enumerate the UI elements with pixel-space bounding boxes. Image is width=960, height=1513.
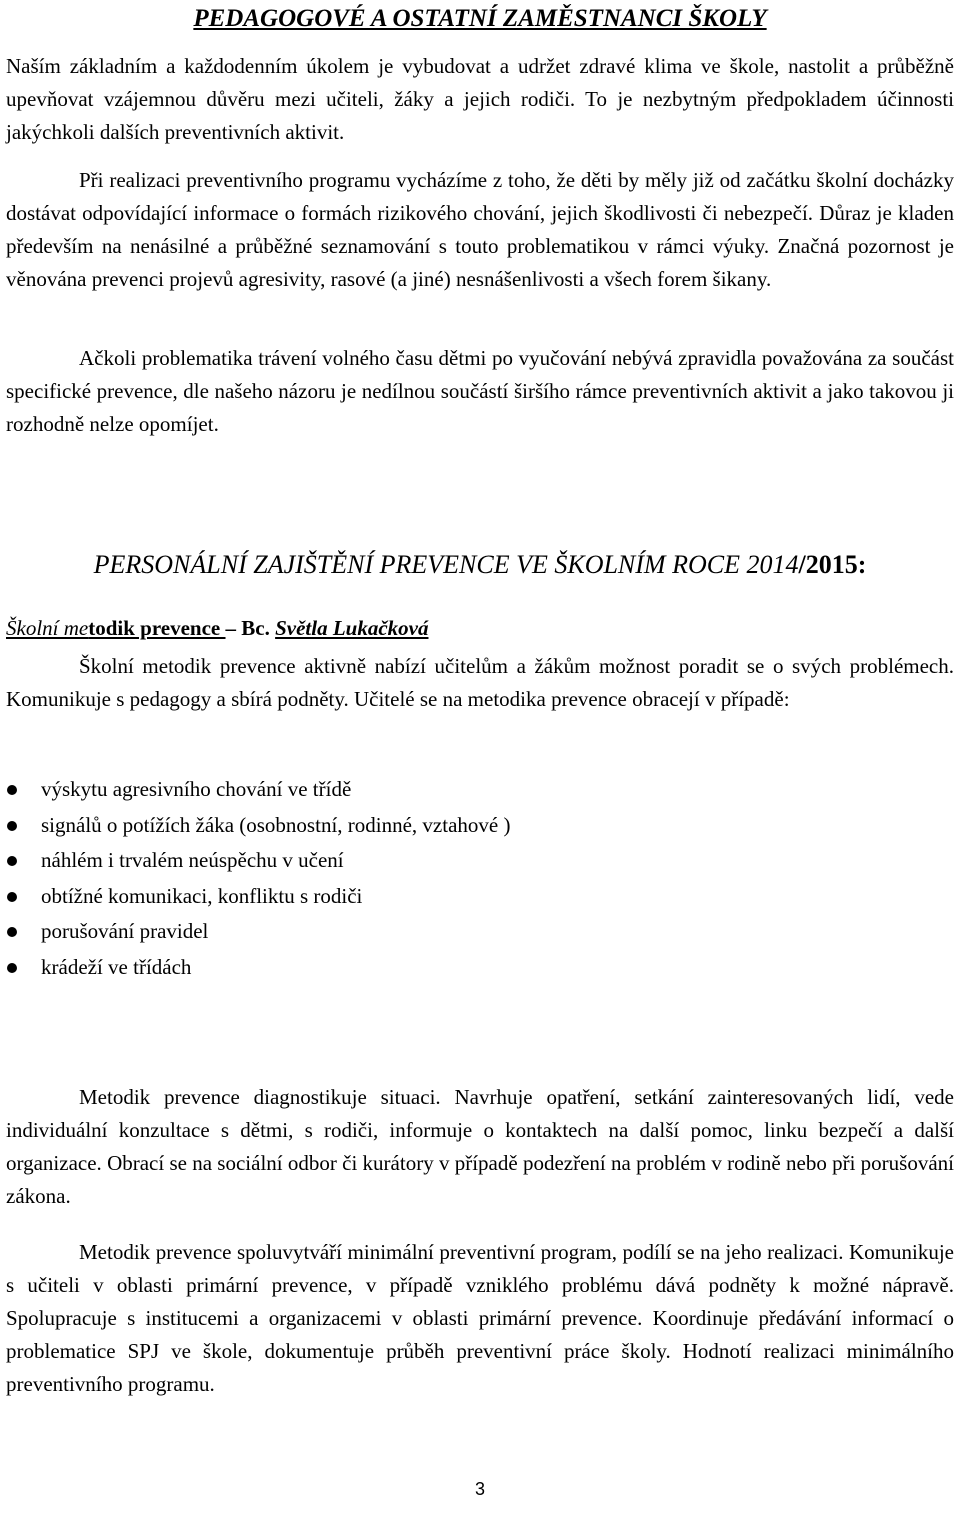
list-item: náhlém i trvalém neúspěchu v učení [0, 843, 960, 879]
list-item: krádeží ve třídách [0, 950, 960, 986]
cases-list [0, 772, 960, 985]
list-item: porušování pravidel [0, 914, 960, 950]
list-item: výskytu agresivního chování ve třídě [0, 772, 960, 808]
list-item: signálů o potížích žáka (osobnostní, rodinné, vztahové ) [0, 808, 960, 844]
prevention-officer-line [6, 612, 954, 644]
intro-paragraph-1: Naším základním a každodenním úkolem je vybudovat a udržet zdravé klima ve škole, nastolit a průběžně upevňovat vzájemnou důvěru mezi učiteli, žáky a jejich rodiči. To je nezbytným předpokladem účinnosti jakýchkoli dalších preventivních aktivit. [6, 54, 954, 144]
bullet-icon [7, 821, 17, 831]
officer-paragraph-1: Školní metodik prevence aktivně nabízí učitelům a žákům možnost poradit se o svých problémech. Komunikuje s pedagogy a sbírá podněty. Učitelé se na metodika prevence obracejí v případě: [6, 654, 954, 711]
bullet-icon [7, 785, 17, 795]
page-number: 3 [474, 1479, 485, 1499]
intro-paragraph-2: Při realizaci preventivního programu vycházíme z toho, že děti by měly již od začátku školní docházky dostávat odpovídající informace o formách rizikového chování, jejich škodlivosti či nebezpečí. Důraz je kladen především na nenásilné a průběžné seznamování s touto problematikou v rámci výuky. Značná pozornost je věnována prevenci projevů agresivity, rasové (a jiné) nesnášenlivosti a všech forem šikany. [6, 168, 954, 291]
role-dash: – Bc. [225, 616, 276, 640]
bullet-icon [7, 927, 17, 937]
officer-name: Světla Lukačková [275, 616, 429, 640]
section-heading-tail: /2015: [798, 550, 867, 579]
bullet-icon [7, 856, 17, 866]
section-heading [0, 547, 960, 583]
officer-paragraph-3: Metodik prevence spoluvytváří minimální preventivní program, podílí se na jeho realizaci. Komunikuje s učiteli v oblasti primární prevence, v případě vzniklého problému dává podněty k možné nápravě. Spolupracuje s institucemi a organizacemi v oblasti primární prevence. Koordinuje předávání informací o problematice SPJ ve škole, dokumentuje průběh preventivní práce školy. Hodnotí realizaci minimálního preventivního programu. [6, 1240, 954, 1396]
bullet-icon [7, 892, 17, 902]
officer-paragraph-2: Metodik prevence diagnostikuje situaci. Navrhuje opatření, setkání zainteresovaných lidí, vede individuální konzultace s dětmi, s rodiči, informuje o kontaktech na další pomoc, linku bezpečí a další organizace. Obrací se na sociální odbor či kurátory v případě podezření na problém v rodině nebo při porušování zákona. [6, 1085, 954, 1208]
role-label-italic: Školní me [6, 616, 89, 640]
intro-paragraph-3: Ačkoli problematika trávení volného času dětmi po vyučování nebývá zpravidla považována za součást specifické prevence, dle našeho názoru je nedílnou součástí širšího rámce preventivních aktivit a jako takovou ji rozhodně nelze opomíjet. [6, 346, 954, 436]
page-title: PEDAGOGOVÉ A OSTATNÍ ZAMĚSTNANCI ŠKOLY [193, 5, 767, 32]
role-label-bold: todik prevence [88, 616, 226, 640]
bullet-icon [7, 963, 17, 973]
list-item: obtížné komunikaci, konfliktu s rodiči [0, 879, 960, 915]
section-heading-main: PERSONÁLNÍ ZAJIŠTĚNÍ PREVENCE VE ŠKOLNÍM ROCE 2014 [93, 550, 799, 579]
